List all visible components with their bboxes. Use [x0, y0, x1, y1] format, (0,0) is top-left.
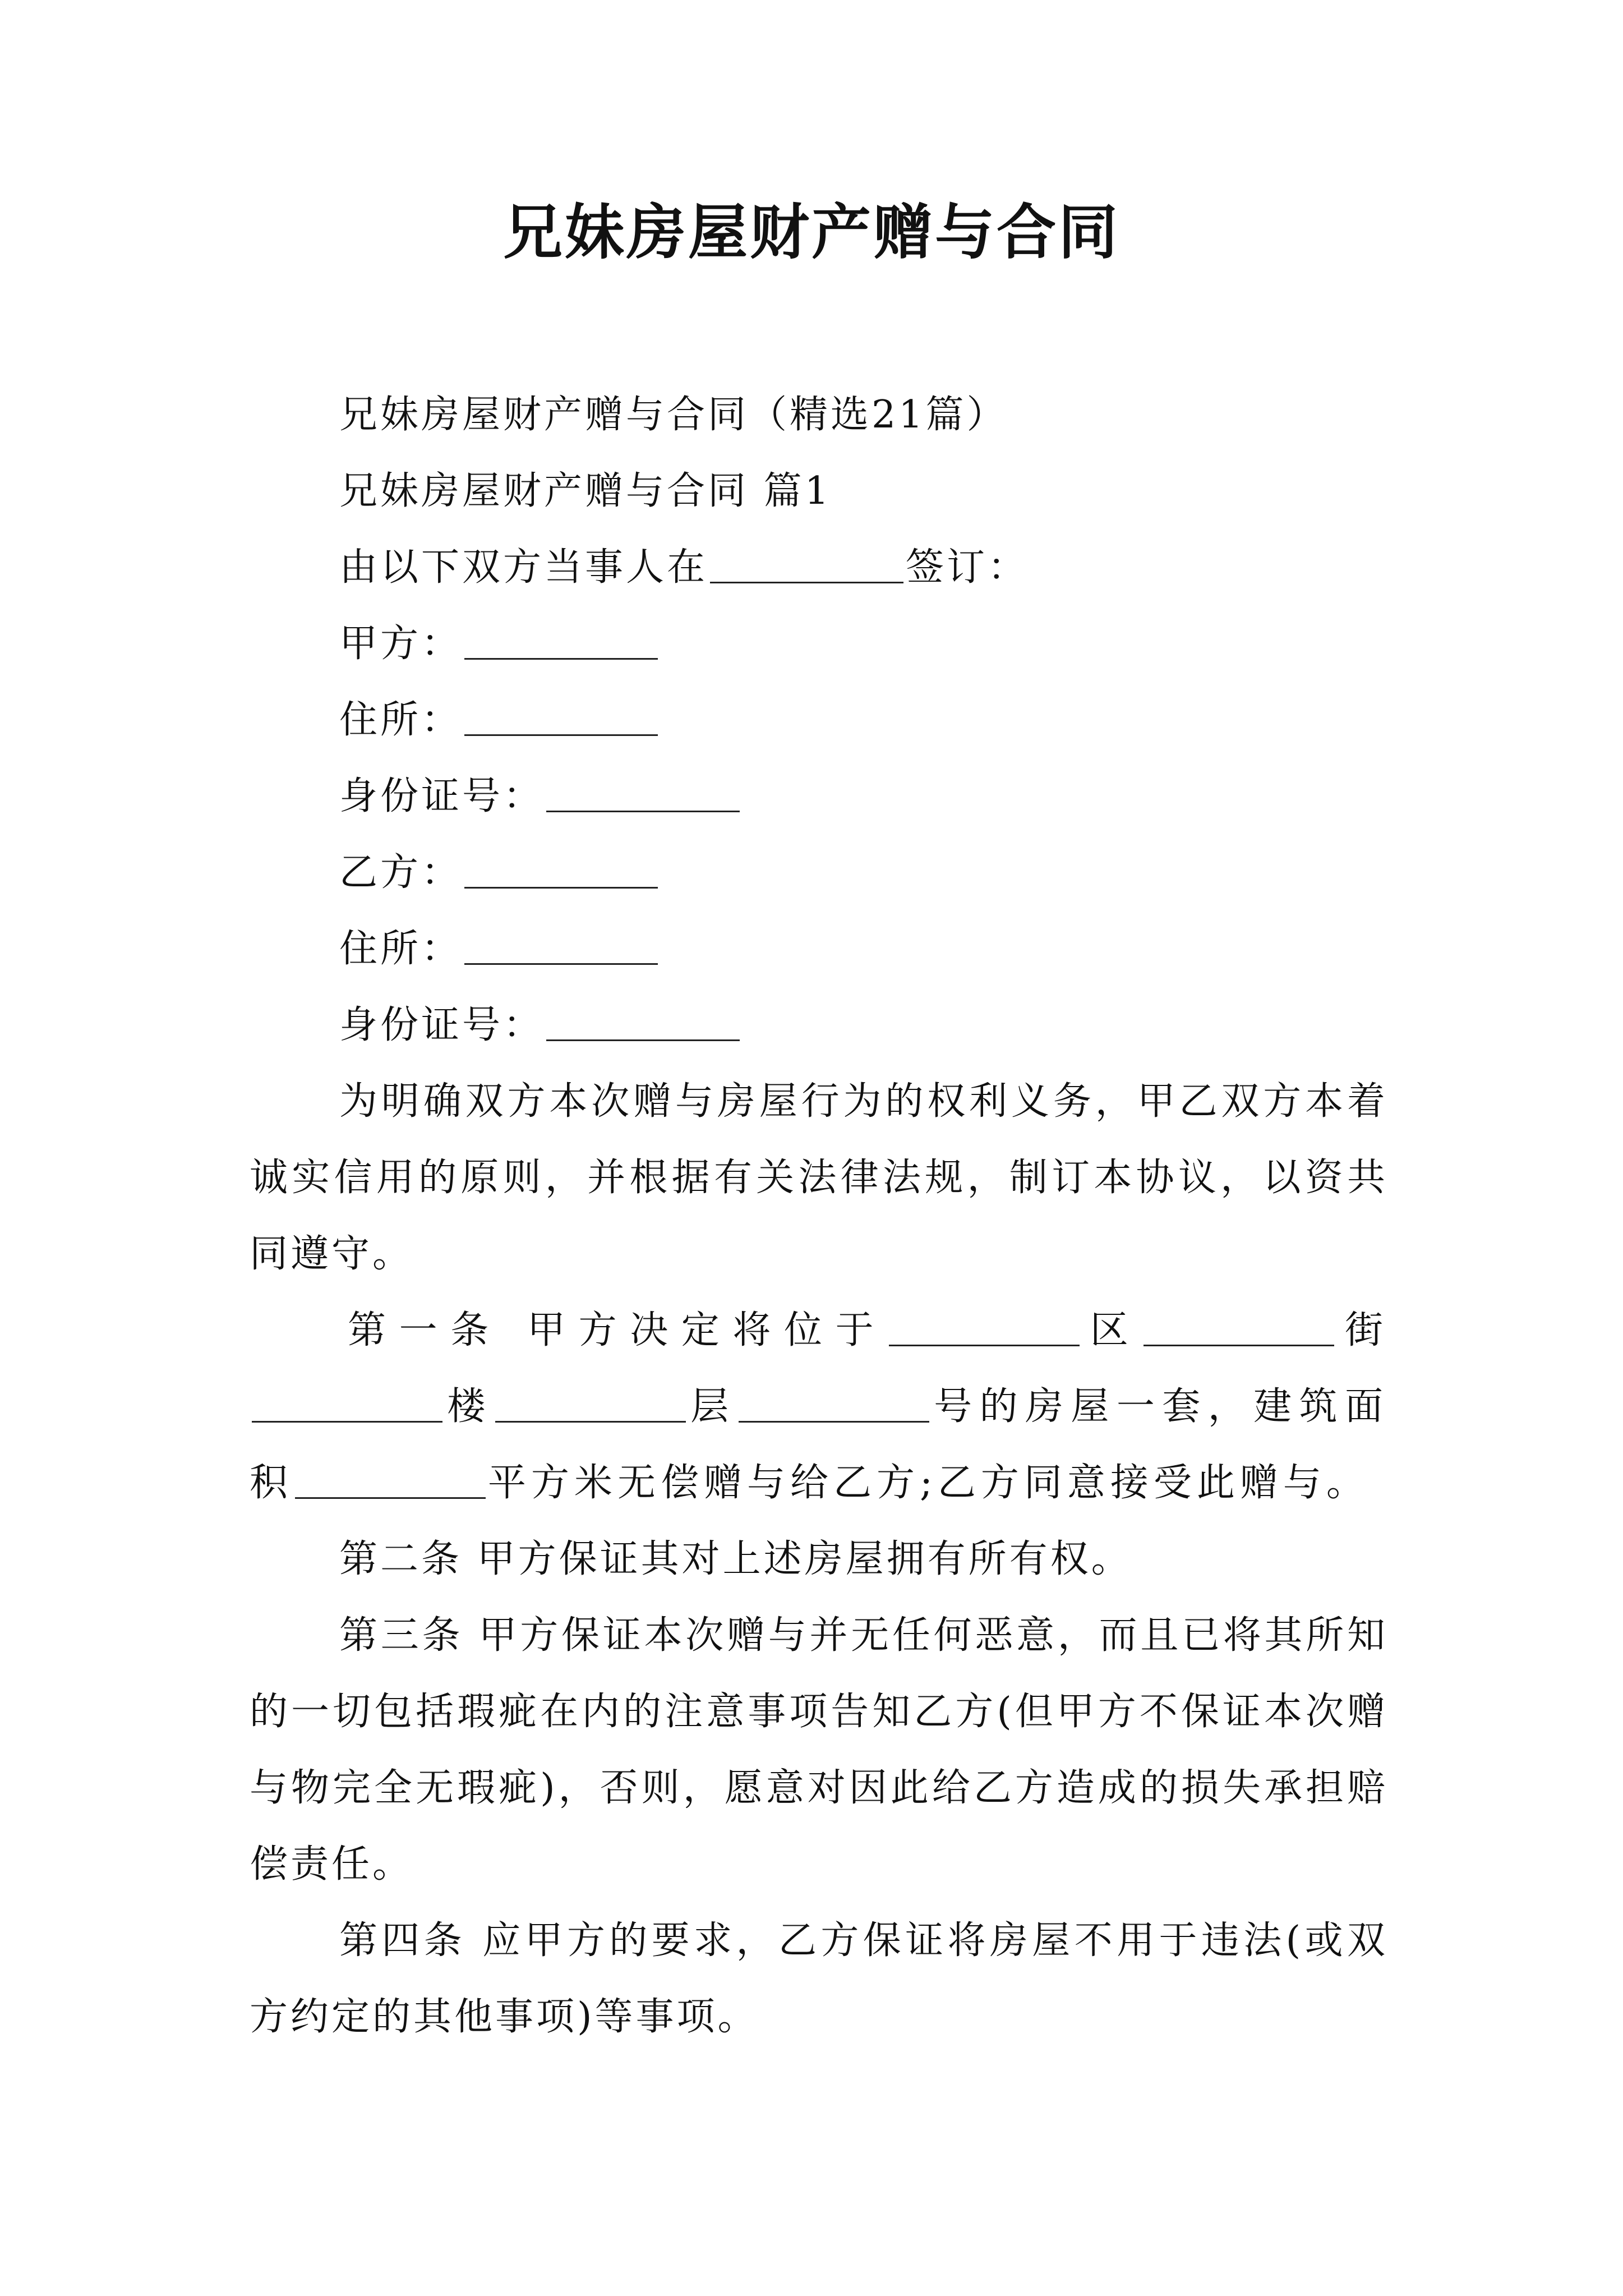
- party-a-address-label: 住所：: [339, 698, 463, 742]
- preamble-paragraph: 为明确双方本次赠与房屋行为的权利义务，甲乙双方本着诚实信用的原则，并根据有关法律法规，制订本协议，以资共同遵守。: [250, 1079, 1388, 1276]
- party-a-id-blank: [546, 772, 740, 812]
- party-b-name-line: [339, 845, 1405, 901]
- article-4-paragraph: 第四条 应甲方的要求，乙方保证将房屋不用于违法(或双方约定的其他事项)等事项。: [250, 1918, 1388, 2039]
- area-blank: [295, 1459, 486, 1499]
- article-1-text-6: 号的房屋一套，建筑面积: [250, 1384, 1388, 1505]
- intro-line: [339, 540, 1405, 596]
- floor-blank: [495, 1383, 686, 1423]
- intro-text-after: 签订：: [906, 545, 1029, 590]
- signing-place-blank: [710, 544, 903, 583]
- street-blank: [1144, 1306, 1334, 1346]
- party-a-name-line: [339, 616, 1405, 672]
- party-a-name-blank: [464, 620, 658, 660]
- article-1-paragraph: [250, 1292, 1388, 1521]
- article-1-text-2: 区: [1082, 1308, 1142, 1352]
- article-1-text-5: 层: [688, 1384, 736, 1429]
- section-heading: 兄妹房屋财产赠与合同 篇1: [339, 469, 832, 513]
- intro-text-before: 由以下双方当事人在: [339, 545, 708, 590]
- party-b-address-label: 住所：: [339, 927, 463, 971]
- article-1-text-4: 楼: [445, 1384, 493, 1429]
- building-blank: [252, 1383, 442, 1423]
- article-1-text-3: 街: [1336, 1308, 1388, 1352]
- party-a-name-label: 甲方：: [339, 622, 463, 666]
- party-b-id-label: 身份证号：: [339, 1003, 545, 1047]
- party-b-id-line: [339, 997, 1405, 1053]
- article-1-text-7: 平方米无偿赠与给乙方;乙方同意接受此赠与。: [488, 1461, 1370, 1505]
- party-a-address-line: [339, 692, 1405, 748]
- party-b-name-blank: [464, 849, 658, 889]
- party-a-address-blank: [464, 696, 658, 736]
- article-1-text-1: 第一条 甲方决定将位于: [348, 1308, 887, 1352]
- article-2-paragraph: 第二条 甲方保证其对上述房屋拥有所有权。: [339, 1537, 1132, 1581]
- party-b-id-blank: [546, 1001, 740, 1041]
- party-b-name-label: 乙方：: [339, 850, 463, 895]
- party-a-id-label: 身份证号：: [339, 774, 545, 818]
- party-a-id-line: [339, 769, 1405, 825]
- document-title: 兄妹房屋财产赠与合同: [503, 198, 1120, 267]
- article-3-paragraph: 第三条 甲方保证本次赠与并无任何恶意，而且已将其所知的一切包括瑕疵在内的注意事项告知乙方(但甲方不保证本次赠与物完全无瑕疵)，否则，愿意对因此给乙方造成的损失承担赔偿责任。: [250, 1613, 1389, 1887]
- party-b-address-line: [339, 921, 1405, 977]
- district-blank: [889, 1306, 1080, 1346]
- party-b-address-blank: [464, 925, 658, 965]
- document-subtitle: 兄妹房屋财产赠与合同（精选21篇）: [339, 393, 1008, 437]
- number-blank: [739, 1383, 929, 1423]
